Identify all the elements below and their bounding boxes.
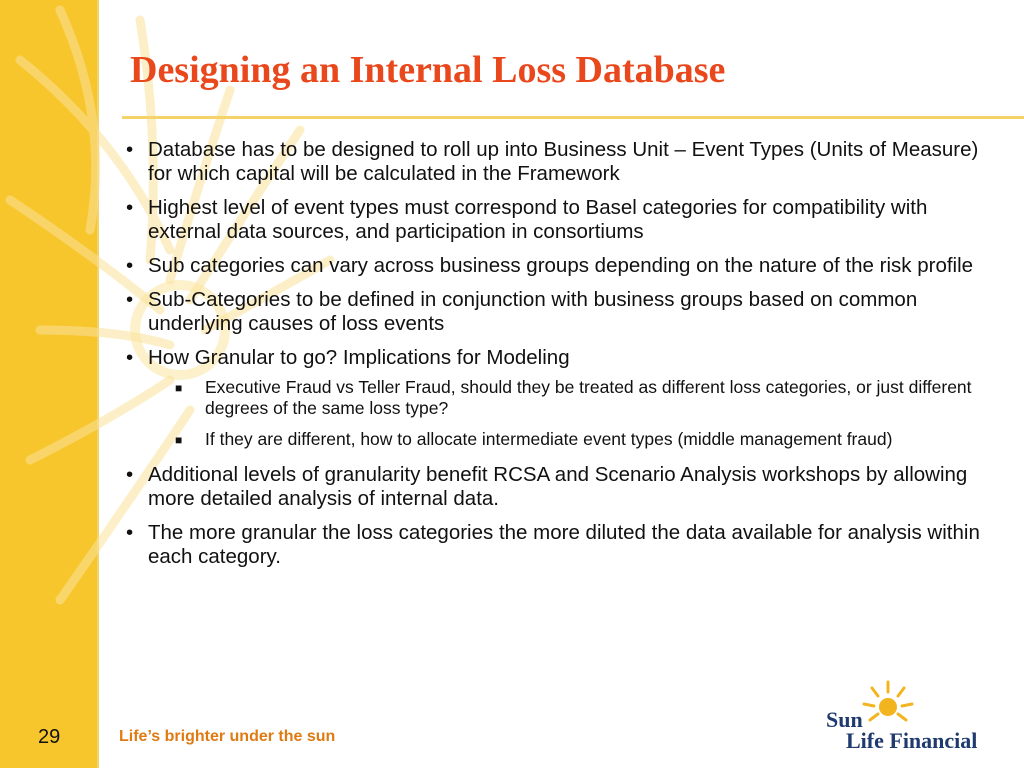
sub-list-item-text: If they are different, how to allocate intermediate event types (middle management fraud) [205, 429, 893, 449]
list-item-text: Sub-Categories to be defined in conjunction with business groups based on common underlying causes of loss events [148, 288, 918, 335]
footer-tagline: Life’s brighter under the sun [119, 728, 336, 745]
list-item [120, 288, 990, 336]
sub-bullet-marker: ■ [175, 381, 183, 395]
bullet-list [120, 138, 990, 579]
sub-bullet-marker: ■ [175, 433, 183, 447]
page-number: 29 [38, 726, 61, 748]
logo-text-sun: Sun [826, 707, 863, 732]
list-item [120, 138, 990, 186]
sub-list-item [120, 377, 990, 419]
logo-text-life-financial: Life Financial [846, 728, 978, 753]
list-item-text: How Granular to go? Implications for Modeling [148, 346, 570, 369]
bullet-marker: • [126, 463, 134, 486]
sun-logo-icon [860, 678, 916, 734]
bullet-marker: • [126, 254, 134, 277]
bullet-marker: • [126, 196, 134, 219]
band-divider [97, 0, 99, 768]
bullet-marker: • [126, 521, 134, 544]
sub-list-item-text: Executive Fraud vs Teller Fraud, should they be treated as different loss categories, or just different degrees of the same loss type? [205, 377, 972, 418]
list-item [120, 521, 990, 569]
sub-list-item [120, 429, 990, 450]
list-item-text: Database has to be designed to roll up into Business Unit – Event Types (Units of Measure) for which capital will be calculated in the Framework [148, 138, 979, 185]
list-item-text: Sub categories can vary across business groups depending on the nature of the risk profile [148, 254, 974, 277]
title-divider [122, 116, 1024, 119]
list-item [120, 346, 990, 370]
list-item [120, 196, 990, 244]
list-item [120, 254, 990, 278]
list-item [120, 463, 990, 511]
bullet-marker: • [126, 288, 134, 311]
left-decorative-band [0, 0, 97, 768]
list-item-text: Additional levels of granularity benefit RCSA and Scenario Analysis workshops by allowing more detailed analysis of internal data. [148, 463, 968, 510]
list-item-text: The more granular the loss categories the more diluted the data available for analysis within each category. [148, 521, 980, 568]
bullet-marker: • [126, 346, 134, 369]
list-item-text: Highest level of event types must correspond to Basel categories for compatibility with external data sources, and participation in consortiums [148, 196, 928, 243]
slide-title: Designing an Internal Loss Database [130, 49, 726, 91]
bullet-marker: • [126, 138, 134, 161]
